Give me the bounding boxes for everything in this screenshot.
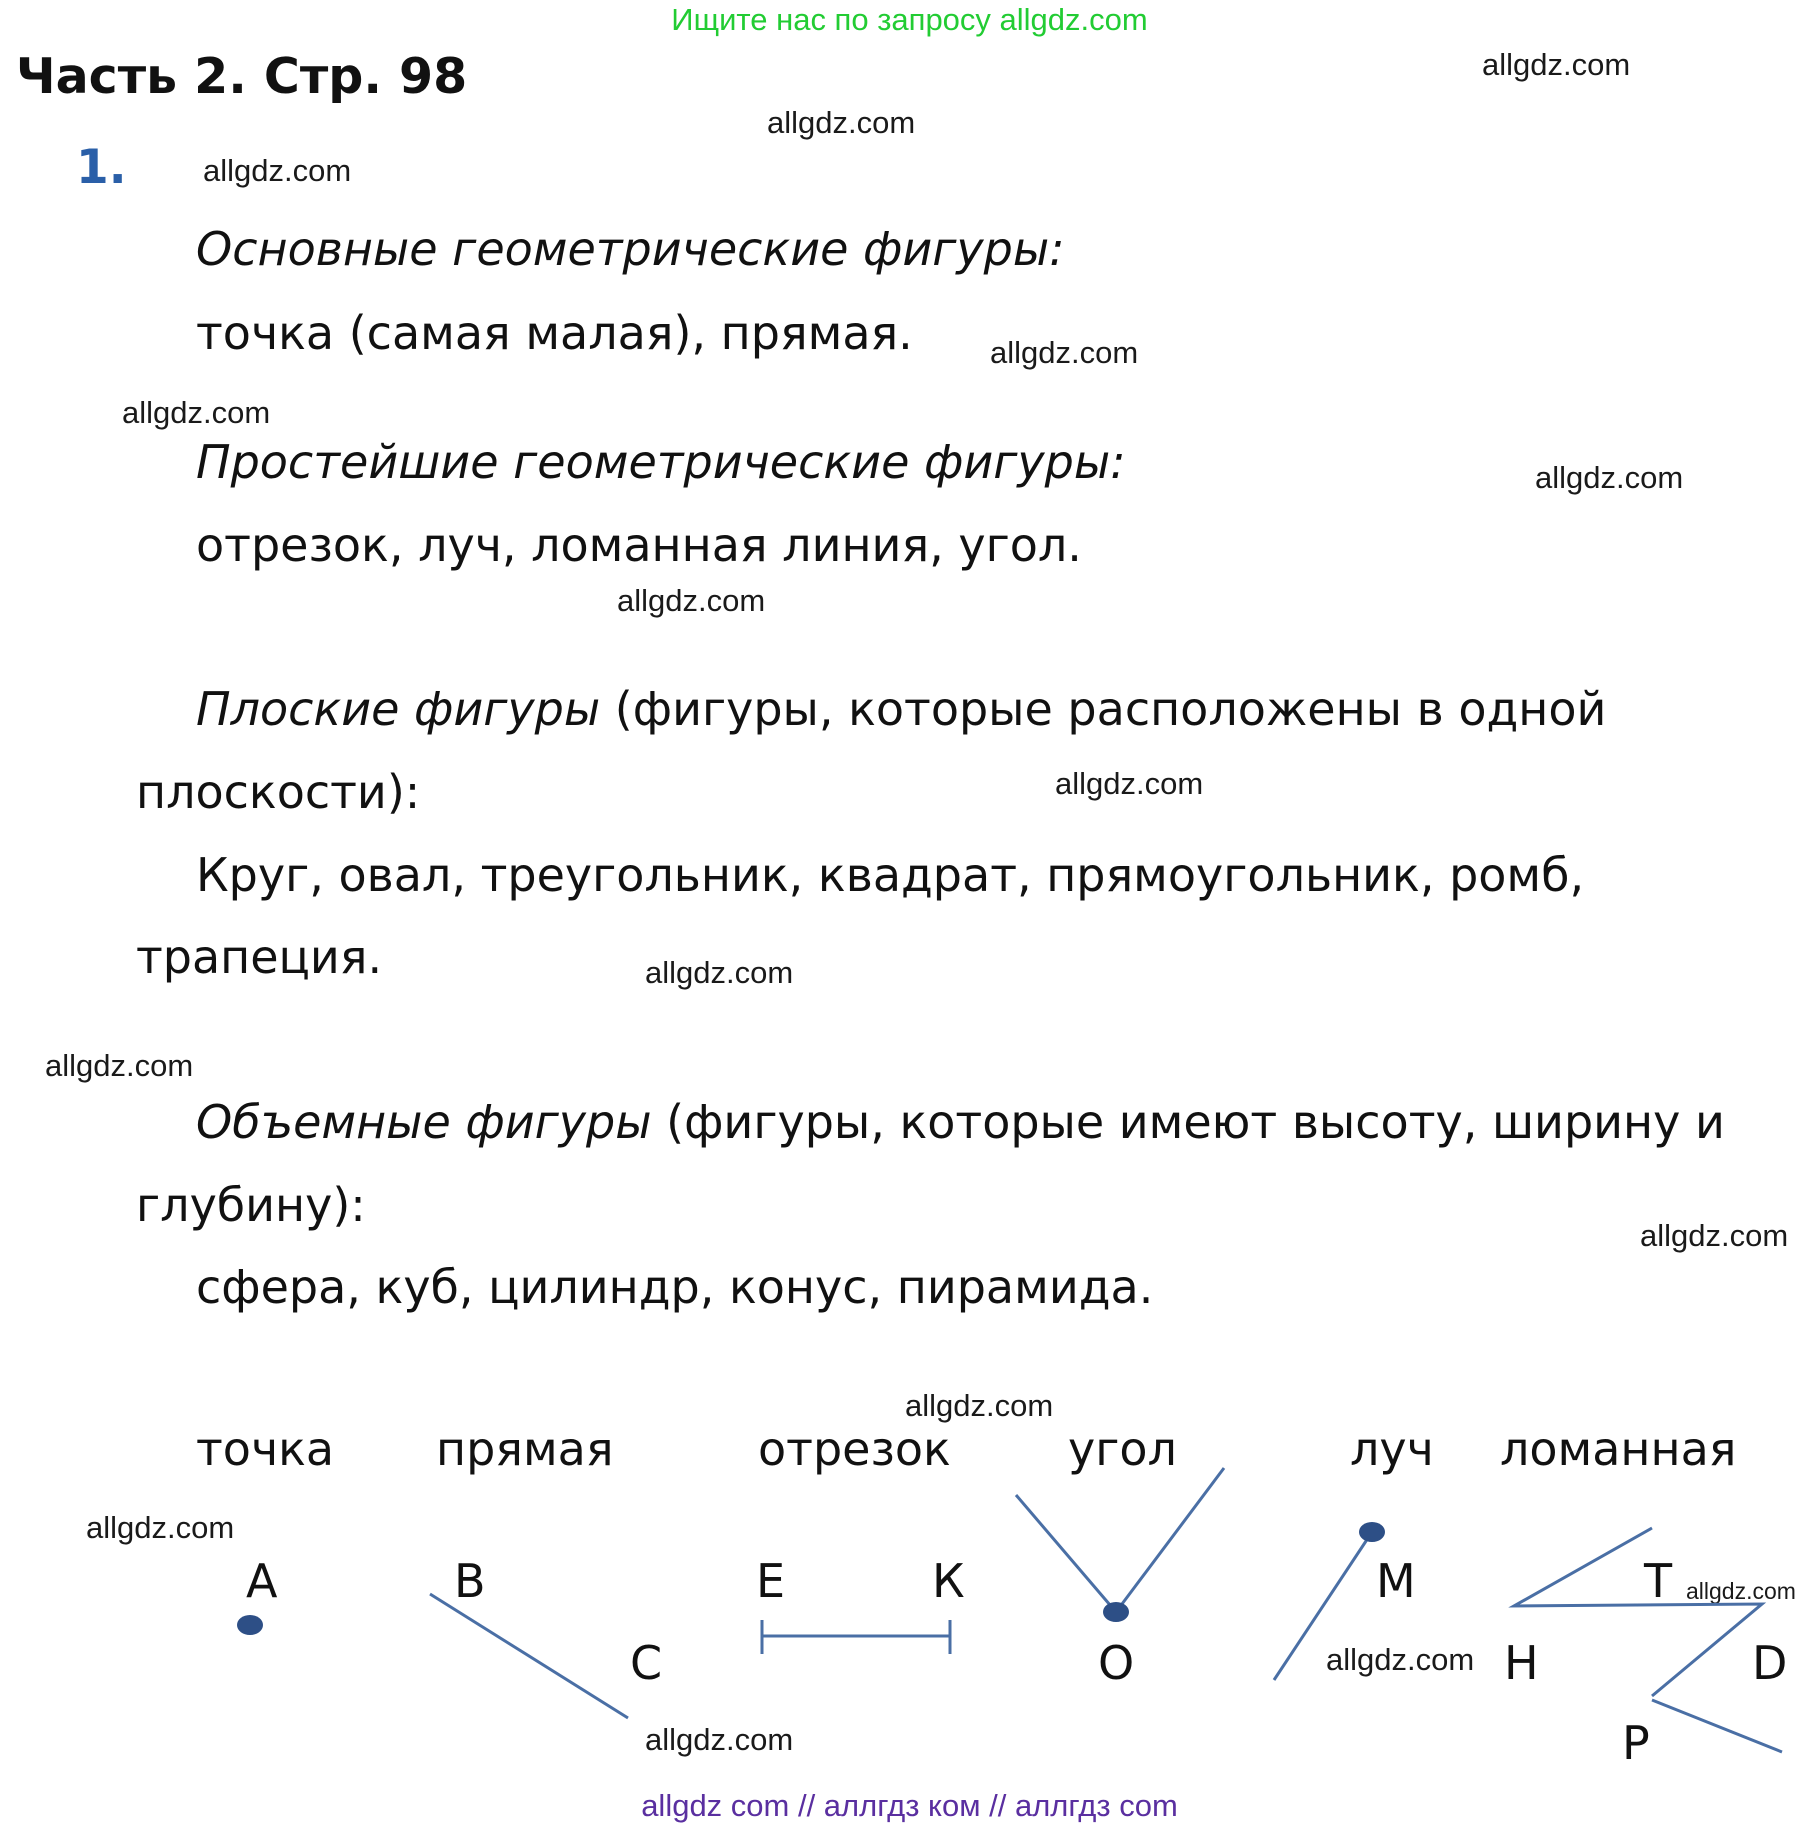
volume-figures-desc-cont: глубину): [136,1178,366,1232]
figure-label-ray: луч [1350,1422,1434,1476]
flat-figures-list: Круг, овал, треугольник, квадрат, прямоугольник, ромб, [196,848,1585,902]
watermark: allgdz.com [990,335,1139,370]
basic-figures-title: Основные геометрические фигуры: [196,222,1065,276]
simple-figures-title: Простейшие геометрические фигуры: [196,435,1126,489]
watermark: allgdz.com [1055,766,1204,801]
polyline-lower [1652,1700,1782,1752]
watermark: allgdz.com [767,105,916,140]
watermark: allgdz.com [1640,1218,1789,1253]
line-bc [430,1594,628,1718]
point-label-t: T [1644,1554,1673,1608]
watermark: allgdz.com [1686,1578,1796,1604]
volume-figures-title: Объемные фигуры [196,1095,652,1149]
task-number: 1. [76,140,127,195]
top-banner[interactable]: Ищите нас по запросу allgdz.com [671,2,1148,37]
volume-figures-desc: (фигуры, которые имеют высоту, ширину и [651,1095,1725,1149]
point-label-o: O [1098,1636,1135,1690]
watermark: allgdz.com [203,153,352,188]
point-label-b: B [454,1554,486,1608]
angle-vertex-dot [1103,1602,1129,1622]
angle-side-left [1016,1495,1116,1612]
figure-label-polyline: ломанная [1500,1422,1737,1476]
flat-figures-list-cont: трапеция. [136,930,383,984]
watermark: allgdz.com [645,955,794,990]
point-a-dot [237,1615,263,1635]
angle-side-right [1116,1468,1224,1612]
point-label-c: C [630,1636,663,1690]
basic-figures-text: точка (самая малая), прямая. [196,306,913,360]
flat-figures-desc: (фигуры, которые расположены в одной [600,682,1607,736]
watermark: allgdz.com [122,395,271,430]
figure-label-point: точка [196,1422,335,1476]
figure-label-segment: отрезок [758,1422,951,1476]
watermark: allgdz.com [86,1510,235,1545]
point-label-k: К [932,1554,965,1608]
ray-start-dot [1359,1522,1385,1542]
watermark: allgdz.com [1482,47,1631,82]
volume-figures-list: сфера, куб, цилиндр, конус, пирамида. [196,1260,1154,1314]
watermark: allgdz.com [617,583,766,618]
ray-m [1274,1532,1372,1680]
polyline-upper [1514,1528,1762,1696]
flat-figures-title: Плоские фигуры [196,682,601,736]
point-label-a: A [246,1554,278,1608]
page-heading: Часть 2. Стр. 98 [16,48,468,105]
watermark: allgdz.com [645,1722,794,1757]
point-label-h: H [1504,1636,1539,1690]
watermark: allgdz.com [45,1048,194,1083]
watermark: allgdz.com [1326,1642,1475,1677]
watermark: allgdz.com [905,1388,1054,1423]
flat-figures-desc-cont: плоскости): [136,765,421,819]
footer-links[interactable]: allgdz com // аллгдз ком // аллгдз com [641,1788,1178,1823]
point-label-d: D [1752,1636,1788,1690]
point-label-e: E [756,1554,786,1608]
point-label-m: M [1376,1554,1416,1608]
watermark: allgdz.com [1535,460,1684,495]
simple-figures-text: отрезок, луч, ломанная линия, угол. [196,518,1082,572]
figure-label-line: прямая [436,1422,614,1476]
figure-label-angle: угол [1068,1422,1177,1476]
point-label-p: P [1622,1716,1650,1770]
